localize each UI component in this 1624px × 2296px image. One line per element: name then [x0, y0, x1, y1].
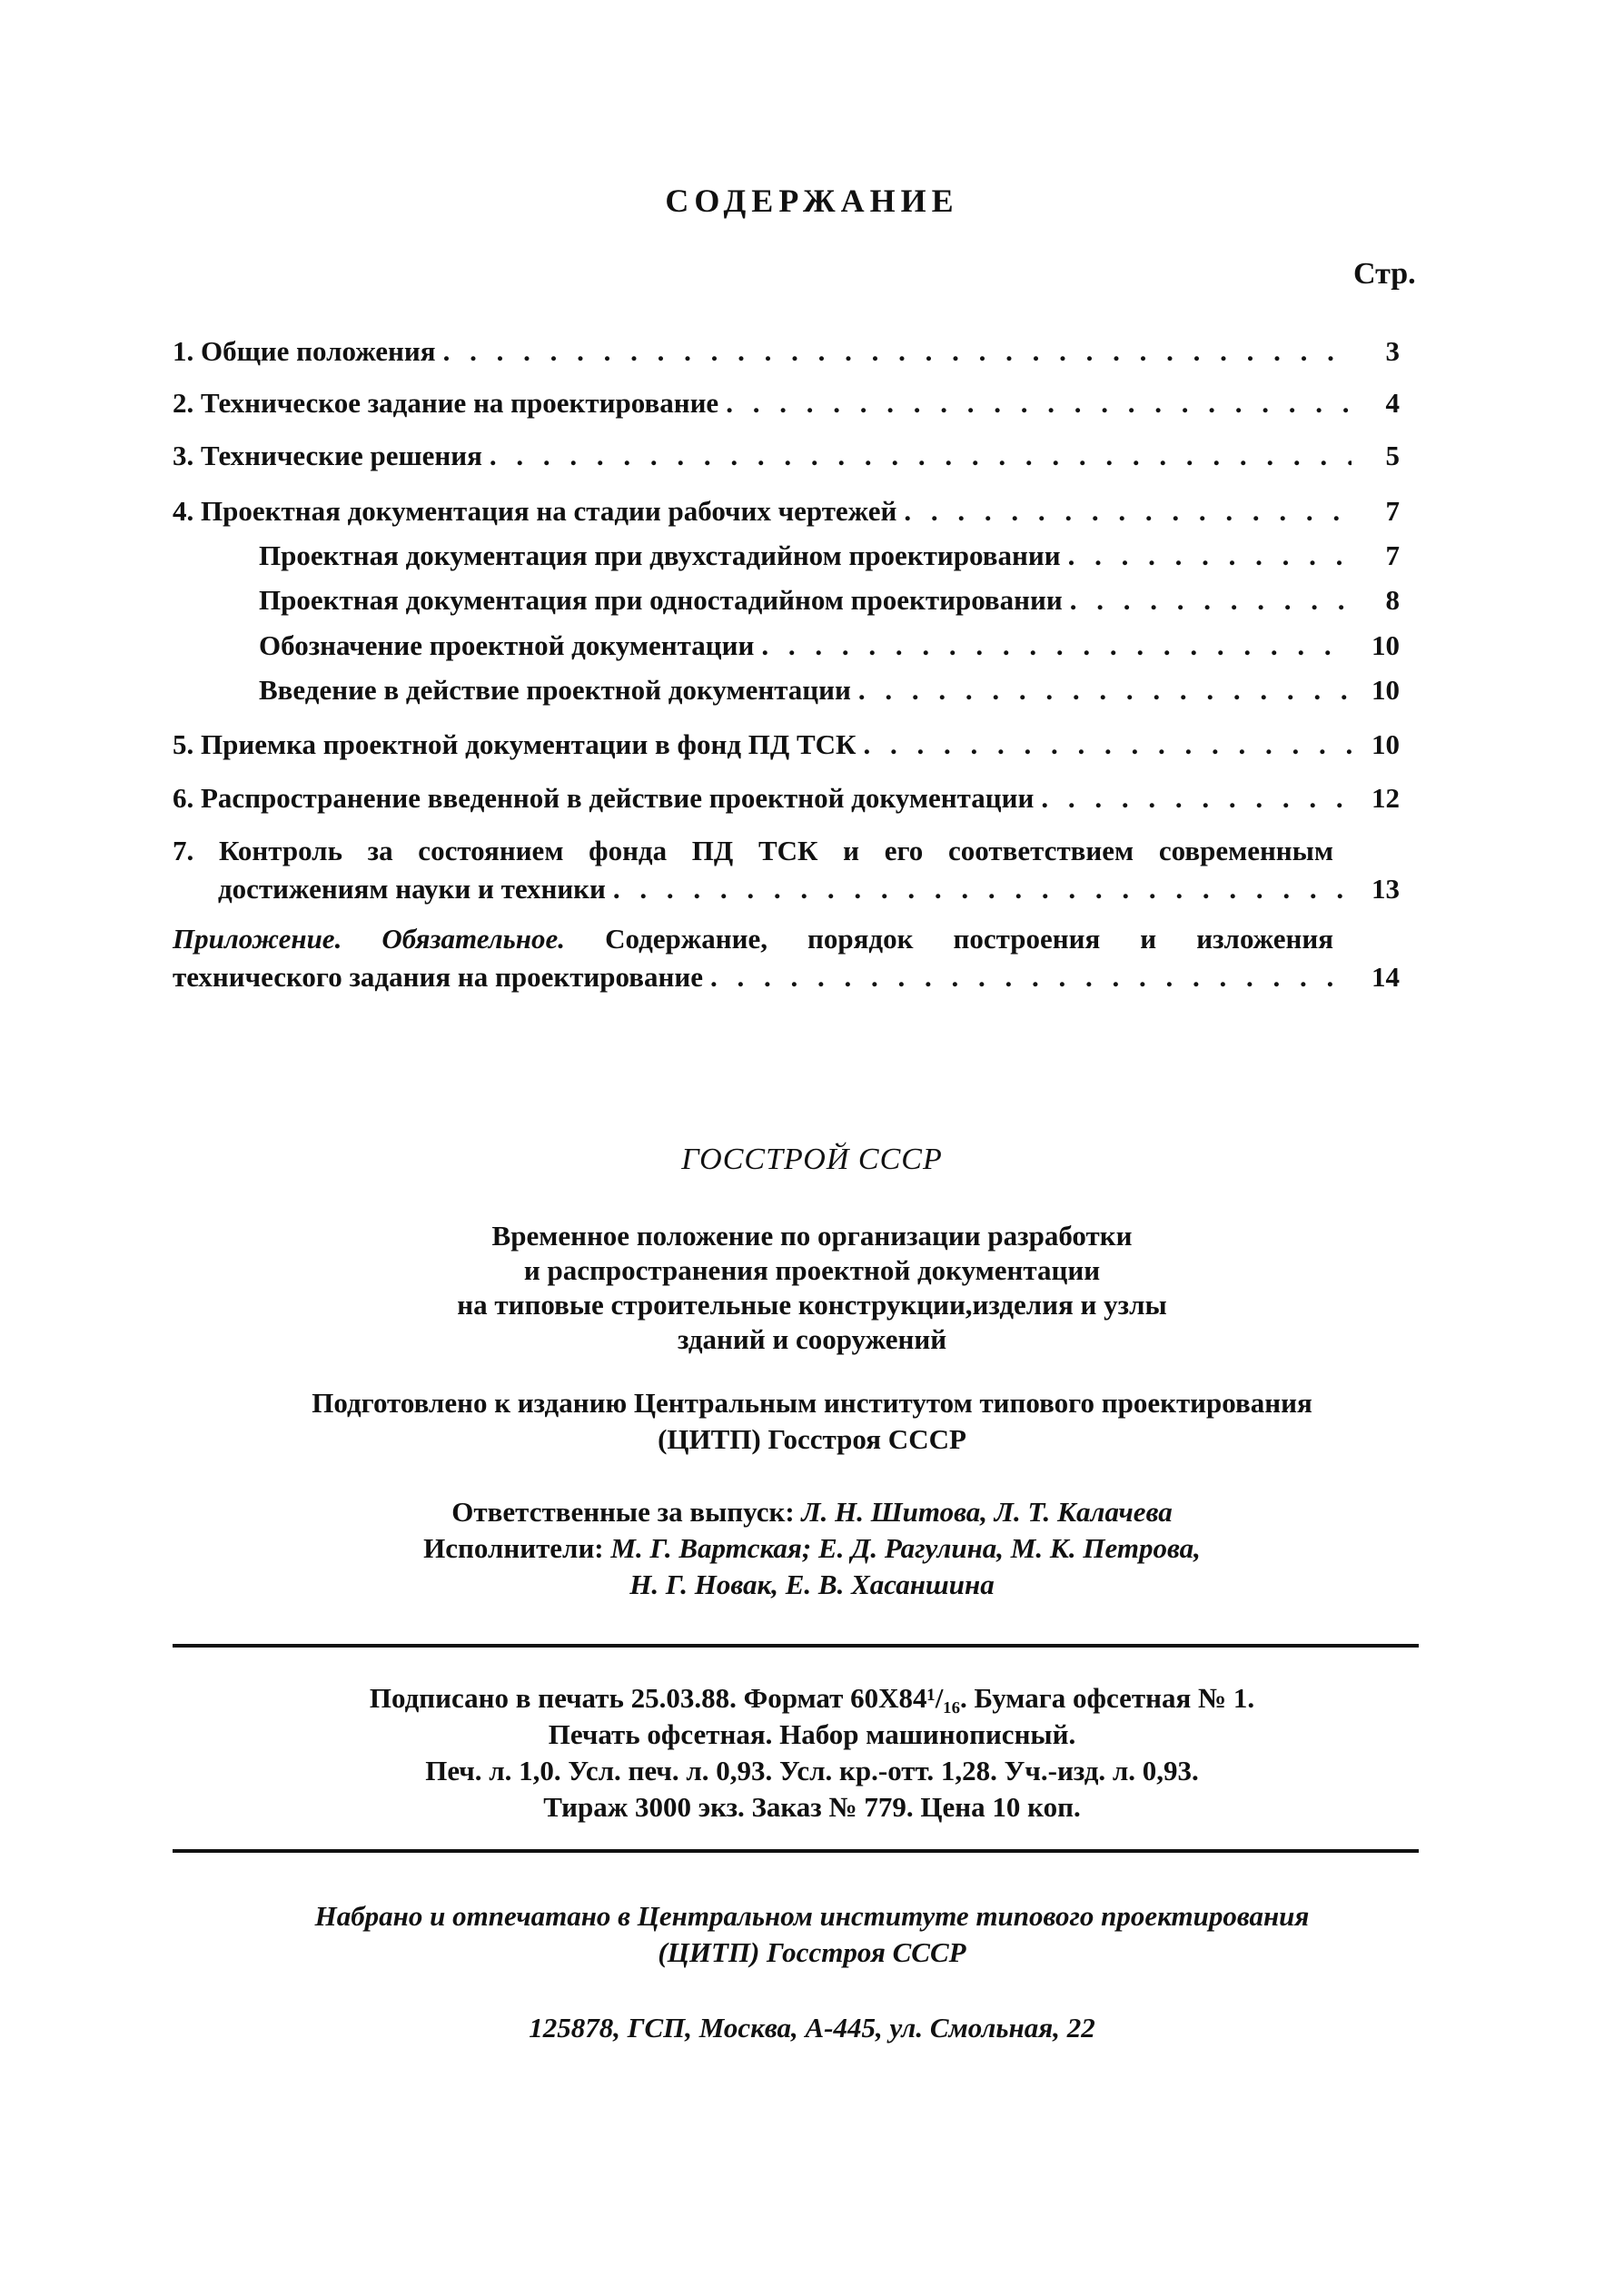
responsible-label: Ответственные за выпуск: [451, 1496, 795, 1528]
dot-leader [710, 958, 1352, 996]
printer-info [0, 1898, 1624, 1971]
imprint [0, 1680, 1624, 1826]
toc-entry[interactable] [173, 381, 1400, 426]
toc-entry-page: 10 [1371, 728, 1400, 760]
toc-entry-label-continued: достижениям науки и техники [218, 873, 606, 905]
executors-label: Исполнители: [423, 1532, 604, 1564]
imprint-line: Подписано в печать 25.03.88. Формат 60Х84¹/₁₆. Бумага офсетная № 1. [369, 1682, 1255, 1714]
document-title [0, 1219, 1624, 1357]
executors-names: М. Г. Вартская; Е. Д. Рагулина, М. К. Петрова, [610, 1532, 1201, 1564]
toc-entry-page: 5 [1385, 440, 1400, 471]
toc-entry-multiline[interactable] [173, 832, 1400, 908]
toc-entry-label: 7. Контроль за состоянием фонда ПД ТСК и его соответствием современным [173, 835, 1333, 866]
toc-entry-label: Проектная документация при двухстадийном проектировании [259, 539, 1061, 571]
imprint-line: Печать офсетная. Набор машинописный. [548, 1718, 1076, 1750]
title-line: на типовые строительные конструкции,изделия и узлы [457, 1289, 1167, 1321]
dot-leader [904, 489, 1352, 534]
title-line: и распространения проектной документации [523, 1254, 1101, 1286]
dot-leader [613, 870, 1352, 908]
imprint-line: Тираж 3000 экз. Заказ № 779. Цена 10 коп. [543, 1791, 1081, 1823]
toc-entry-page: 10 [1371, 674, 1400, 706]
toc-entry-label-continued: технического задания на проектирование [173, 961, 703, 993]
prepared-line: Подготовлено к изданию Центральным институтом типового проектирования [312, 1387, 1312, 1419]
toc-entry-label: 5. Приемка проектной документации в фонд ПД ТСК [173, 728, 857, 760]
organization-name: ГОССТРОЙ СССР [681, 1143, 943, 1176]
toc-entry-page: 13 [1371, 873, 1400, 905]
toc-entry-label: Обозначение проектной документации [259, 629, 755, 661]
toc-entry-page: 7 [1385, 539, 1400, 571]
toc-entry-label: Проектная документация при одностадийном проектировании [259, 584, 1063, 616]
toc-entry[interactable] [173, 433, 1400, 479]
dot-leader [1068, 533, 1352, 579]
dot-leader [864, 722, 1352, 767]
toc-entry-page: 12 [1371, 782, 1400, 814]
dot-leader [443, 329, 1352, 374]
appendix-prefix: Приложение. Обязательное. [173, 923, 566, 955]
dot-leader [1041, 776, 1352, 821]
appendix-title: Содержание, порядок построения и изложения [605, 923, 1333, 955]
toc-entry-label: 4. Проектная документация на стадии рабочих чертежей [173, 495, 897, 527]
toc-entry[interactable] [173, 722, 1400, 767]
toc-entry-page: 7 [1385, 495, 1400, 527]
table-of-contents [0, 0, 1624, 1044]
divider [173, 1849, 1419, 1853]
toc-subentry[interactable] [259, 623, 1400, 668]
toc-entry[interactable] [173, 489, 1400, 534]
toc-entry-label: Введение в действие проектной документации [259, 674, 851, 706]
prepared-line: (ЦИТП) Госстроя СССР [658, 1423, 966, 1455]
toc-subentry[interactable] [259, 668, 1400, 713]
toc-entry-label: 1. Общие положения [173, 335, 436, 367]
title-line: зданий и сооружений [677, 1323, 947, 1355]
toc-entry-page: 3 [1385, 335, 1400, 367]
responsible-persons [0, 1494, 1624, 1603]
dot-leader [761, 623, 1352, 668]
printer-line: Набрано и отпечатано в Центральном институте типового проектирования [314, 1900, 1310, 1932]
dot-leader [1070, 578, 1352, 623]
page-column-label: Стр. [1353, 257, 1416, 291]
imprint-line: Печ. л. 1,0. Усл. печ. л. 0,93. Усл. кр.-отт. 1,28. Уч.-изд. л. 0,93. [425, 1755, 1199, 1786]
printer-address: 125878, ГСП, Москва, А-445, ул. Смольная, 22 [529, 2012, 1095, 2044]
toc-entry-page: 8 [1385, 584, 1400, 616]
toc-entry-label: 2. Техническое задание на проектирование [173, 387, 719, 419]
toc-entry-label: 6. Распространение введенной в действие проектной документации [173, 782, 1035, 814]
responsible-names: Л. Н. Шитова, Л. Т. Калачева [801, 1496, 1173, 1528]
printer-line: (ЦИТП) Госстроя СССР [658, 1936, 966, 1968]
divider [173, 1644, 1419, 1648]
toc-entry[interactable] [173, 776, 1400, 821]
toc-subentry[interactable] [259, 578, 1400, 623]
toc-subentry[interactable] [259, 533, 1400, 579]
toc-entry-page: 14 [1371, 961, 1400, 993]
toc-title: СОДЕРЖАНИЕ [665, 183, 959, 219]
dot-leader [490, 433, 1352, 479]
toc-entry-page: 4 [1385, 387, 1400, 419]
dot-leader [858, 668, 1352, 713]
toc-entry-label: 3. Технические решения [173, 440, 482, 471]
dot-leader [726, 381, 1352, 426]
prepared-by [0, 1385, 1624, 1458]
toc-appendix-entry[interactable] [173, 920, 1400, 996]
toc-entry-page: 10 [1371, 629, 1400, 661]
toc-entry[interactable] [173, 329, 1400, 374]
title-line: Временное положение по организации разработки [491, 1220, 1133, 1252]
executors-names-continued: Н. Г. Новак, Е. В. Хасаншина [629, 1569, 995, 1600]
